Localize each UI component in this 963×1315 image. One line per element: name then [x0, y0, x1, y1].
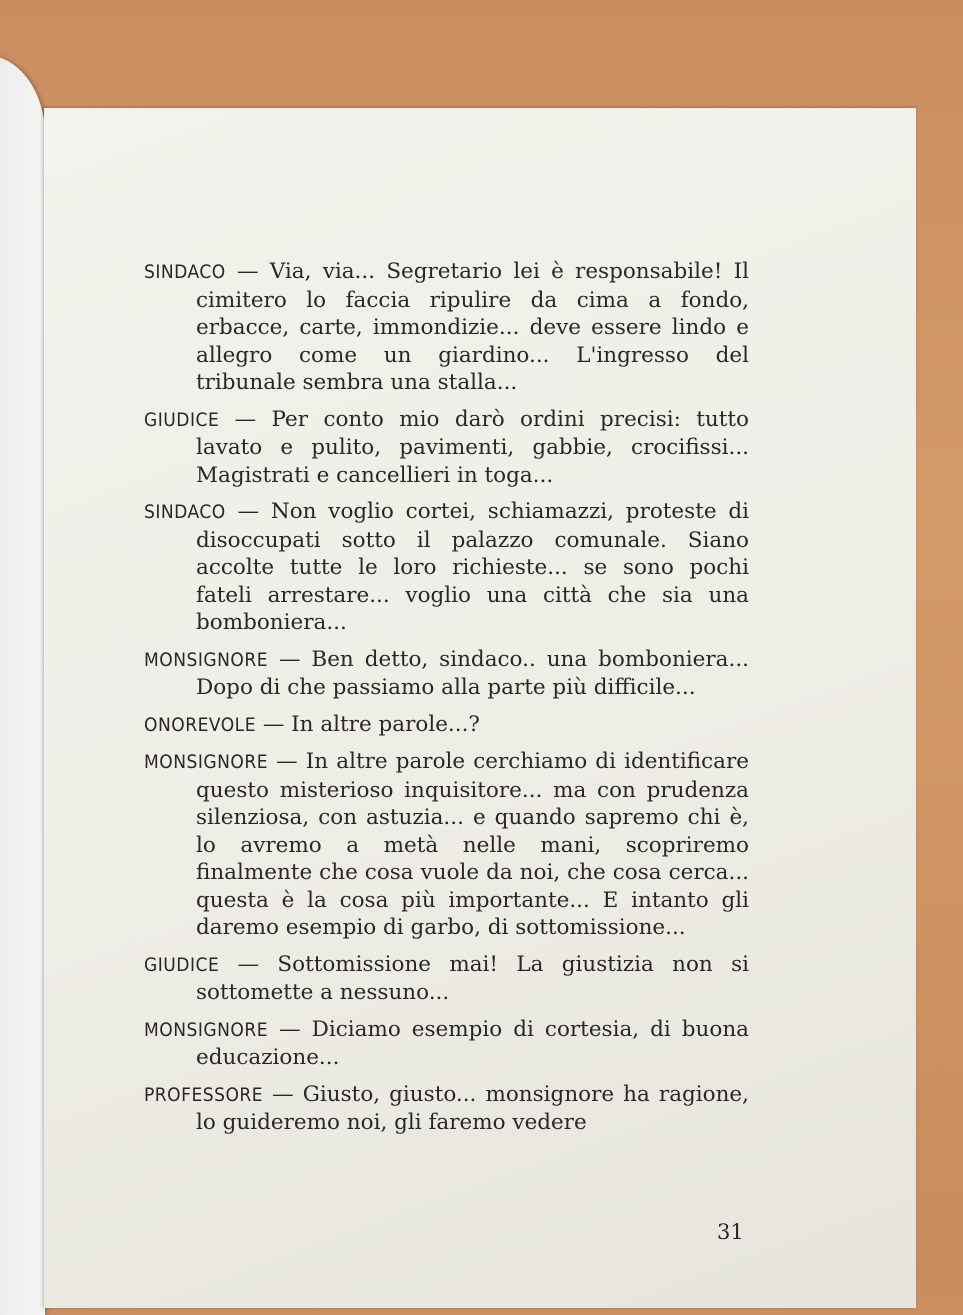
speaker-name: MONSIGNORE — [144, 648, 269, 671]
script-text — [144, 258, 749, 1146]
speech-text: Via, via... Segretario lei è responsabile! Il cimitero lo faccia ripulire da cima a fondo, erbacce, carte, immondizie... deve essere lindo e allegro come un giardino... L'ingresso del tribunale sembra una stalla... — [196, 259, 749, 395]
speaker-name: ONOREVOLE — [144, 713, 256, 736]
speech-6 — [144, 748, 749, 942]
speech-text: Ben detto, sindaco.. una bomboniera... Dopo di che passiamo alla parte più difficile... — [196, 646, 749, 700]
speaker-name: MONSIGNORE — [144, 1018, 269, 1041]
dash: — — [225, 499, 271, 524]
speech-2 — [144, 406, 749, 490]
speech-text: Sottomissione mai! La giustizia non si sottomette a nessuno... — [196, 951, 750, 1005]
speech-9 — [144, 1081, 749, 1137]
speech-7 — [144, 951, 749, 1007]
speech-3 — [144, 498, 749, 637]
speech-text: Giusto, giusto... monsignore ha ragione, lo guideremo noi, gli faremo vedere — [196, 1081, 749, 1135]
speaker-name: MONSIGNORE — [144, 751, 269, 773]
page-number: 31 — [717, 1220, 744, 1244]
speech-text: Per conto mio darò ordini precisi: tutto lavato e pulito, pavimenti, gabbie, crocifissi... Magistrati e cancellieri in toga... — [196, 406, 749, 488]
dash: — — [268, 749, 306, 774]
dash: — — [263, 1081, 303, 1107]
speech-text: Diciamo esempio di cortesia, di buona educazione... — [196, 1016, 749, 1070]
dash: — — [268, 1016, 312, 1042]
speech-text: Non voglio cortei, schiamazzi, proteste di disoccupati sotto il palazzo comunale. Siano accolte tutte le loro richieste... se sono pochi fateli arrestare... voglio una città che sia una bomboniera... — [196, 499, 750, 635]
speaker-name: SINDACO — [144, 501, 226, 523]
dash: — — [219, 951, 278, 977]
speech-8 — [144, 1016, 749, 1072]
speech-text: In altre parole...? — [291, 711, 480, 737]
speech-text: In altre parole cerchiamo di identificare questo misterioso inquisitore... ma con prudenza silenziosa, con astuzia... e quando sapremo chi è, lo avremo a metà nelle mani, scopriremo finalmente che cosa vuole da noi, che cosa cerca... questa è la cosa più importante... E intanto gli daremo esempio di garbo, di sottomissione... — [196, 749, 749, 940]
dash: — — [225, 259, 270, 284]
speaker-name: PROFESSORE — [144, 1083, 264, 1106]
speaker-name: GIUDICE — [144, 953, 220, 976]
dash: — — [256, 711, 292, 737]
speaker-name: SINDACO — [144, 261, 226, 283]
speaker-name: GIUDICE — [144, 408, 220, 431]
dash: — — [268, 646, 312, 672]
speech-1 — [144, 258, 749, 397]
book-page — [44, 108, 916, 1308]
speech-4 — [144, 646, 749, 702]
speech-5 — [144, 711, 749, 740]
facing-page-edge — [0, 55, 45, 1315]
dash: — — [219, 406, 272, 432]
